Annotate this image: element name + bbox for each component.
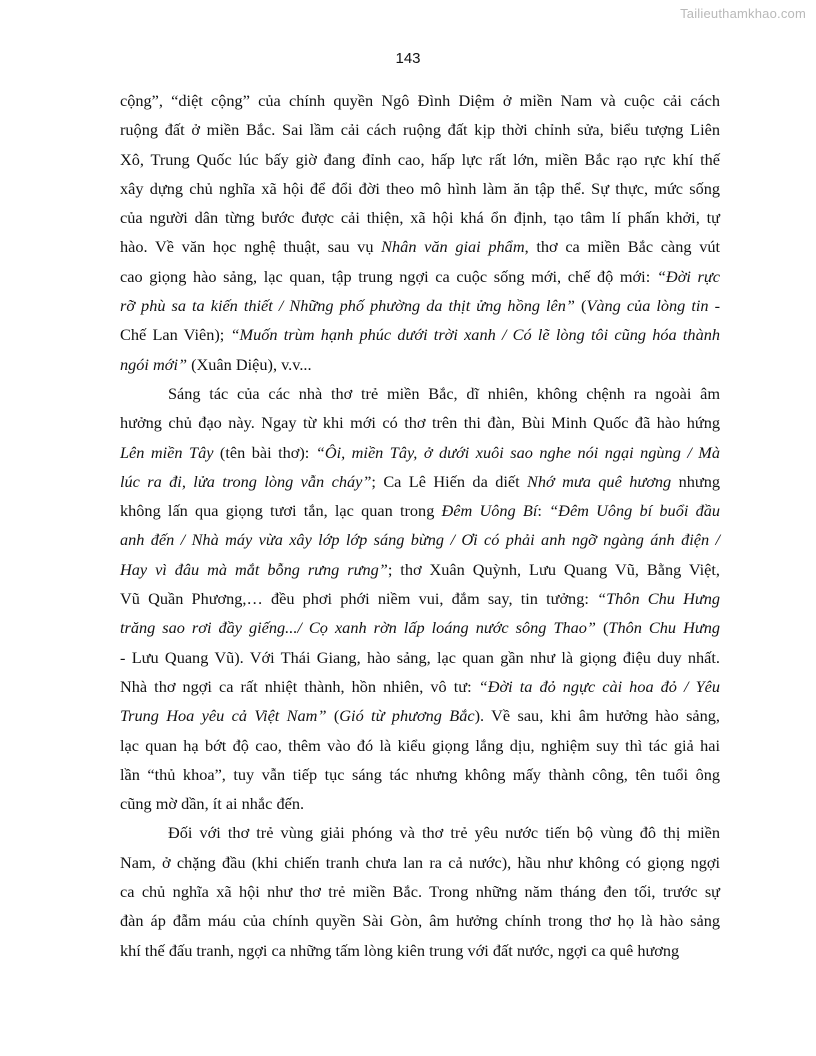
text-segment: Nhà thơ ngợi ca rất nhiệt thành, hồn nhiên, vô tư: xyxy=(120,676,479,696)
text-segment: Nam, ở chặng đầu (khi chiến tranh chưa lan ra cả nước), hầu như không có giọng ngợi xyxy=(120,852,720,872)
text-segment: lần “thủ khoa”, tuy vẫn tiếp tục sáng tác nhưng không mấy thành công, tên tuổi ông xyxy=(120,764,720,784)
text-segment: hưởng chủ đạo này. Ngay từ khi mới có thơ trên thi đàn, Bùi Minh Quốc đã hào hứng xyxy=(120,413,720,433)
text-segment: xây dựng chủ nghĩa xã hội để đổi đời theo mô hình làm ăn tập thể. Sự thực, mức sống xyxy=(120,178,720,198)
text-line xyxy=(120,701,720,730)
italic-segment: Đêm Uông Bí xyxy=(441,501,538,521)
text-line xyxy=(120,408,720,437)
text-segment: lạc quan hạ bớt độ cao, thêm vào đó là kiểu giọng lắng dịu, nghiệm suy thì tác giả hai xyxy=(120,735,720,755)
text-segment: - xyxy=(708,296,720,316)
italic-segment: Trung Hoa yêu cả Việt Nam” xyxy=(120,706,327,726)
text-line xyxy=(120,613,720,642)
text-segment: ). Về sau, khi âm hưởng hào sảng, xyxy=(474,706,720,726)
text-segment: ; Ca Lê Hiến da diết xyxy=(371,471,528,491)
text-segment: ; thơ Xuân Quỳnh, Lưu Quang Vũ, Bằng Việt, xyxy=(387,559,720,579)
italic-segment: “Đời ta đỏ ngực cài hoa đỏ / Yêu xyxy=(478,676,720,696)
text-segment: đàn áp đẫm máu của chính quyền Sài Gòn, âm hưởng chính trong thơ họ là hào sảng xyxy=(120,911,720,931)
text-line xyxy=(120,203,720,232)
italic-segment: “Thôn Chu Hưng xyxy=(597,589,720,609)
italic-segment: anh đến / Nhà máy vừa xây lớp lớp sáng bừng / Ơi có phải anh ngỡ ngàng ánh điện / xyxy=(120,530,720,550)
text-line xyxy=(120,438,720,467)
text-segment: Chế Lan Viên); xyxy=(120,325,231,345)
text-line xyxy=(120,555,720,584)
italic-segment: Nhớ mưa quê hương xyxy=(527,471,672,491)
text-segment: ( xyxy=(574,296,587,316)
text-line xyxy=(120,848,720,877)
italic-segment: Lên miền Tây xyxy=(120,442,214,462)
text-segment: cao giọng hào sảng, lạc quan, tập trung ngợi ca cuộc sống mới, chế độ mới: xyxy=(120,266,657,286)
italic-segment: trăng sao rơi đầy giếng.../ Cọ xanh rờn lấp loáng nước sông Thao” xyxy=(120,618,596,638)
text-line xyxy=(120,877,720,906)
text-segment: ruộng đất ở miền Bắc. Sai lầm cải cách ruộng đất kịp thời chỉnh sửa, biểu tượng Liên xyxy=(120,120,720,140)
text-segment: (Xuân Diệu), v.v... xyxy=(187,354,312,374)
italic-segment: Vàng của lòng tin xyxy=(586,296,709,316)
text-segment: ( xyxy=(595,618,609,638)
italic-segment: Gió từ phương Bắc xyxy=(339,706,475,726)
italic-segment: “Muốn trùm hạnh phúc dưới trời xanh / Có lẽ lòng tôi cũng hóa thành xyxy=(230,325,720,345)
text-line xyxy=(120,672,720,701)
text-line xyxy=(120,906,720,935)
body-text xyxy=(120,86,720,965)
italic-segment: ngói mới” xyxy=(120,354,188,374)
text-line xyxy=(120,115,720,144)
text-line xyxy=(120,789,720,818)
text-segment: - Lưu Quang Vũ). Với Thái Giang, hào sảng, lạc quan gần như là giọng điệu duy nhất. xyxy=(120,647,720,667)
text-line xyxy=(120,232,720,261)
text-segment: ( xyxy=(326,706,340,726)
text-segment: không lấn qua giọng tươi tắn, lạc quan trong xyxy=(120,501,442,521)
text-segment: ca chủ nghĩa xã hội như thơ trẻ miền Bắc. Trong những năm tháng đen tối, trước sự xyxy=(120,882,720,902)
text-line xyxy=(120,145,720,174)
text-line xyxy=(120,467,720,496)
text-segment: cũng mờ dần, ít ai nhắc đến. xyxy=(120,794,305,814)
text-line xyxy=(120,379,720,408)
italic-segment: “Đời rực xyxy=(656,266,720,286)
text-segment: , thơ ca miền Bắc càng vút xyxy=(524,237,720,257)
text-line xyxy=(120,731,720,760)
text-line xyxy=(120,525,720,554)
text-segment: hào. Về văn học nghệ thuật, sau vụ xyxy=(120,237,382,257)
italic-segment: Nhân văn giai phẩm xyxy=(381,237,525,257)
text-segment: Đối với thơ trẻ vùng giải phóng và thơ trẻ yêu nước tiến bộ vùng đô thị miền xyxy=(168,823,720,843)
text-line xyxy=(120,643,720,672)
watermark: Tailieuthamkhao.com xyxy=(680,6,806,21)
text-line xyxy=(120,496,720,525)
text-line xyxy=(120,760,720,789)
italic-segment: Hay vì đâu mà mắt bỗng rưng rưng” xyxy=(120,559,388,579)
text-line xyxy=(120,174,720,203)
text-segment: nhưng xyxy=(671,471,720,491)
text-segment: Vũ Quần Phương,… đều phơi phới niềm vui, đắm say, tin tưởng: xyxy=(120,589,598,609)
text-line xyxy=(120,936,720,965)
text-line xyxy=(120,818,720,847)
page-number: 143 xyxy=(395,50,421,67)
text-line xyxy=(120,86,720,115)
text-line xyxy=(120,320,720,349)
italic-segment: rỡ phù sa ta kiến thiết / Những phố phường da thịt ửng hồng lên” xyxy=(120,296,575,316)
text-line xyxy=(120,350,720,379)
text-segment: Sáng tác của các nhà thơ trẻ miền Bắc, dĩ nhiên, không chệnh ra ngoài âm xyxy=(168,383,720,403)
italic-segment: Thôn Chu Hưng xyxy=(608,618,720,638)
text-segment: Xô, Trung Quốc lúc bấy giờ đang đỉnh cao, hấp lực rất lớn, miền Bắc rạo rực khí thế xyxy=(120,149,720,169)
text-segment: : xyxy=(537,501,550,521)
italic-segment: “Ôi, miền Tây, ở dưới xuôi sao nghe nói ngại ngùng / Mà xyxy=(315,442,721,462)
text-segment: cộng”, “diệt cộng” của chính quyền Ngô Đình Diệm ở miền Nam và cuộc cải cách xyxy=(120,91,720,110)
italic-segment: lúc ra đi, lửa trong lòng vẫn cháy” xyxy=(120,471,372,491)
text-segment: khí thế đấu tranh, ngợi ca những tấm lòng kiên trung với đất nước, ngợi ca quê hương xyxy=(120,940,680,960)
text-segment: (tên bài thơ): xyxy=(213,442,316,462)
italic-segment: “Đêm Uông bí buổi đầu xyxy=(549,501,720,521)
text-line xyxy=(120,584,720,613)
text-line xyxy=(120,291,720,320)
text-segment: của người dân từng bước được cải thiện, xã hội khá ổn định, tạo tâm lí phấn khởi, tự xyxy=(120,208,720,228)
text-line xyxy=(120,262,720,291)
